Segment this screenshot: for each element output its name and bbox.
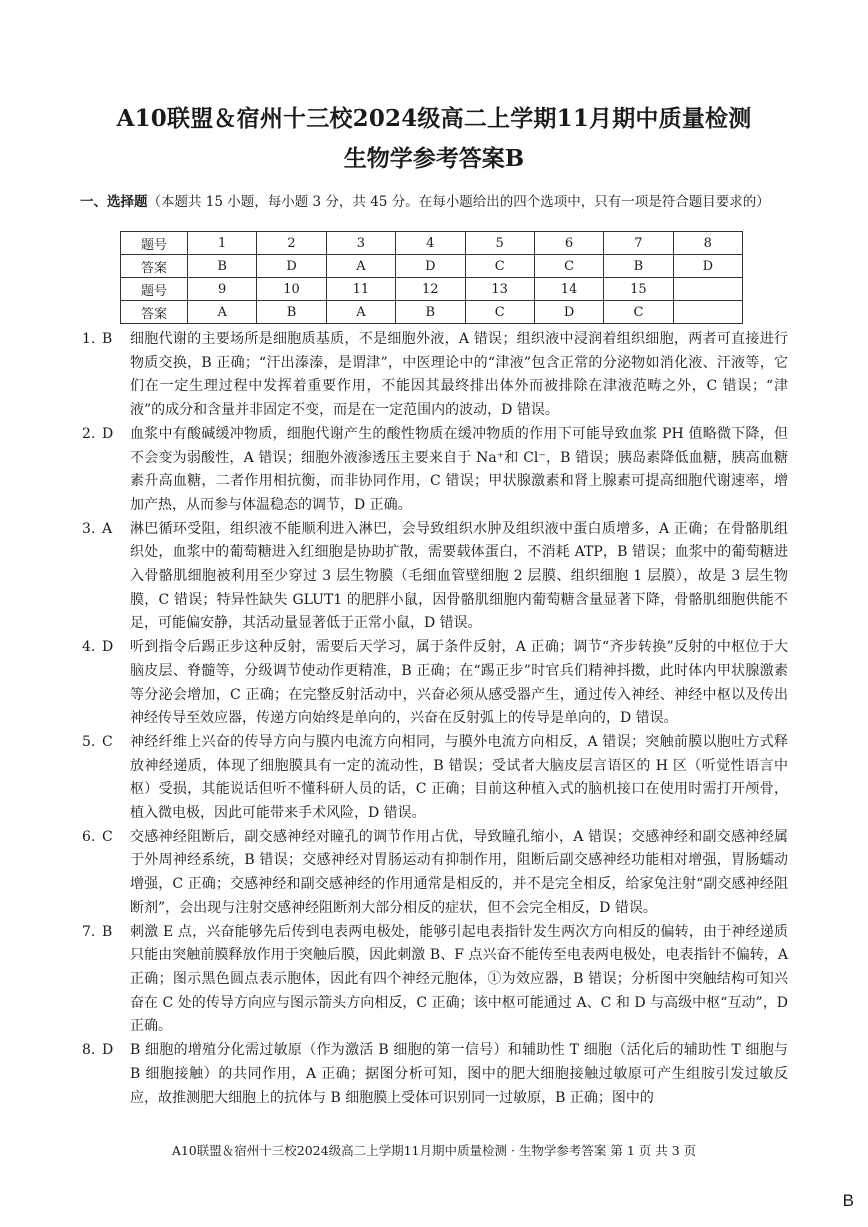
answer-cell: A	[326, 255, 395, 278]
item-number: 1.	[82, 331, 96, 347]
item-text: 淋巴循环受阻，组织液不能顺利进入淋巴，会导致组织水肿及组织液中蛋白质增多，A 正确；在骨骼肌组织处，血浆中的葡萄糖进入红细胞是协助扩散，需要载体蛋白，不消耗 ATP，B 错误；血浆中的葡萄糖进入骨骼肌细胞被利用至少穿过 3 层生物膜（毛细血管壁细胞 2 层膜、组织细胞 1 层膜），故是 3 层生物膜，C 错误；特异性缺失 GLUT1 的肥胖小鼠，因骨骼肌细胞内葡萄糖含量显著下降，骨骼肌细胞供能不足，可能偏安静，其活动量显著低于正常小鼠，D 错误。	[130, 520, 788, 632]
version-mark: B	[842, 1191, 854, 1210]
item-answer: D	[102, 425, 114, 442]
item-text: 听到指令后踢正步这种反射，需要后天学习，属于条件反射，A 正确；调节“齐步转换”反射的中枢位于大脑皮层、脊髓等，分级调节使动作更精准，B 正确；在“踢正步”时官兵们精神抖擞，此时体内甲状腺激素等分泌会增加，C 正确；在完整反射活动中，兴奋必须从感受器产生，通过传入神经、神经中枢以及传出神经传导至效应器，传递方向始终是单向的，兴奋在反射弧上的传导是单向的，D 错误。	[130, 639, 788, 727]
explanation-item	[82, 921, 788, 1040]
item-text: B 细胞的增殖分化需过敏原（作为激活 B 细胞的第一信号）和辅助性 T 细胞（活化后的辅助性 T 细胞与 B 细胞接触）的共同作用，A 正确；据图分析可知，图中的肥大细胞接触过敏原可产生组胺引发过敏反应，故推测肥大细胞上的抗体与 B 细胞膜上受体可识别同一过敏原，B 正确；图中的	[130, 1042, 788, 1106]
question-number: 1	[188, 232, 257, 255]
explanation-item	[82, 731, 788, 826]
question-number: 12	[396, 278, 465, 301]
item-number: 7.	[82, 923, 96, 940]
item-text: 刺激 E 点，兴奋能够先后传到电表两电极处，能够引起电表指针发生两次方向相反的偏转，由于神经递质只能由突触前膜释放作用于突触后膜，因此刺激 B、F 点兴奋不能传至电表两电极处，电表指针不偏转，A 正确；图示黑色圆点表示胞体，因此有四个神经元胞体，①为效应器，B 错误；分析图中突触结构可知兴奋在 C 处的传导方向应与图示箭头方向相反，C 正确；该中枢可能通过 A、C 和 D 与高级中枢“互动”，D 正确。	[130, 923, 788, 1035]
empty-cell	[673, 301, 742, 324]
item-answer: D	[102, 639, 114, 656]
explanation-item	[82, 518, 788, 637]
question-number: 7	[604, 232, 673, 255]
answer-cell: D	[257, 255, 326, 278]
item-number: 5.	[82, 733, 96, 750]
item-answer: B	[102, 923, 113, 940]
answer-cell: B	[604, 255, 673, 278]
explanation-list	[82, 328, 788, 1110]
question-number: 2	[257, 232, 326, 255]
answer-cell: B	[396, 301, 465, 324]
explanation-item	[82, 1039, 788, 1110]
section-label: 一、选择题	[80, 194, 148, 210]
question-number: 15	[604, 278, 673, 301]
answer-cell: D	[396, 255, 465, 278]
table-row	[121, 278, 743, 301]
item-answer: A	[102, 520, 113, 537]
item-answer: B	[102, 331, 113, 347]
explanation-item	[82, 328, 788, 423]
question-number: 8	[673, 232, 742, 255]
answer-table	[120, 231, 743, 324]
explanation-item	[82, 636, 788, 731]
answer-cell: B	[188, 255, 257, 278]
answer-cell: A	[326, 301, 395, 324]
table-row	[121, 301, 743, 324]
explanation-item	[82, 423, 788, 518]
table-row	[121, 255, 743, 278]
answer-cell: B	[257, 301, 326, 324]
question-number: 5	[465, 232, 534, 255]
item-answer: C	[102, 828, 113, 845]
item-text: 神经纤维上兴奋的传导方向与膜内电流方向相同，与膜外电流方向相反，A 错误；突触前膜以胞吐方式释放神经递质，体现了细胞膜具有一定的流动性，B 错误；受试者大脑皮层言语区的 H 区（听觉性语言中枢）受损，其能说话但听不懂科研人员的话，C 正确；目前这种植入式的脑机接口在使用时需打开颅骨，植入微电极，因此可能带来手术风险，D 错误。	[130, 733, 788, 822]
answer-cell: D	[673, 255, 742, 278]
answer-cell: C	[465, 255, 534, 278]
item-number: 6.	[82, 828, 96, 845]
item-number: 3.	[82, 520, 96, 537]
answer-cell: A	[188, 301, 257, 324]
question-number: 9	[188, 278, 257, 301]
item-answer: D	[102, 1042, 114, 1059]
question-number: 6	[534, 232, 603, 255]
document-subtitle: 生物学参考答案B	[343, 145, 525, 172]
question-number: 10	[257, 278, 326, 301]
item-number: 2.	[82, 425, 96, 442]
item-number: 4.	[82, 639, 96, 656]
row-label: 答案	[121, 255, 188, 278]
document-title: A10联盟＆宿州十三校2024级高二上学期11月期中质量检测	[116, 105, 752, 132]
explanation-item	[82, 826, 788, 921]
row-label: 答案	[121, 301, 188, 324]
question-number: 11	[326, 278, 395, 301]
item-answer: C	[102, 733, 113, 750]
answer-cell: C	[604, 301, 673, 324]
section-description: （本题共 15 小题，每小题 3 分，共 45 分。在每小题给出的四个选项中，只有一项是符合题目要求的）	[147, 194, 770, 210]
item-text: 血浆中有酸碱缓冲物质，细胞代谢产生的酸性物质在缓冲物质的作用下可能导致血浆 PH 值略微下降，但不会变为弱酸性，A 错误；细胞外液渗透压主要来自于 Na⁺和 Cl⁻，B 错误；胰岛素降低血糖，胰高血糖素升高血糖，二者作用相抗衡，而非协同作用，C 错误；甲状腺激素和肾上腺素可提高细胞代谢速率，增加产热，从而参与体温稳态的调节，D 正确。	[130, 425, 788, 513]
answer-cell: C	[465, 301, 534, 324]
item-number: 8.	[82, 1042, 96, 1059]
answer-cell: D	[534, 301, 603, 324]
empty-cell	[673, 278, 742, 301]
question-number: 3	[326, 232, 395, 255]
row-label: 题号	[121, 278, 188, 301]
item-text: 细胞代谢的主要场所是细胞质基质，不是细胞外液，A 错误；组织液中浸润着组织细胞，两者可直接进行物质交换，B 正确；“汗出溱溱，是谓津”，中医理论中的“津液”包含正常的分泌物如消化液、汗液等，它们在一定生理过程中发挥着重要作用，不能因其最终排出体外而被排除在津液范畴之外，C 错误；“津液”的成分和含量并非固定不变，而是在一定范围内的波动，D 错误。	[130, 331, 788, 419]
row-label: 题号	[121, 232, 188, 255]
item-text: 交感神经阻断后，副交感神经对瞳孔的调节作用占优，导致瞳孔缩小，A 错误；交感神经和副交感神经属于外周神经系统，B 错误；交感神经对胃肠运动有抑制作用，阻断后副交感神经功能相对增强，胃肠蠕动增强，C 正确；交感神经和副交感神经的作用通常是相反的，并不是完全相反，给家兔注射“副交感神经阻断剂”，会出现与注射交感神经阻断剂大部分相反的症状，但不会完全相反，D 错误。	[130, 828, 788, 916]
section-heading	[80, 192, 790, 212]
table-row	[121, 232, 743, 255]
page-footer: A10联盟＆宿州十三校2024级高二上学期11月期中质量检测 · 生物学参考答案 第 1 页 共 3 页	[171, 1143, 697, 1158]
question-number: 4	[396, 232, 465, 255]
answer-cell: C	[534, 255, 603, 278]
question-number: 14	[534, 278, 603, 301]
question-number: 13	[465, 278, 534, 301]
